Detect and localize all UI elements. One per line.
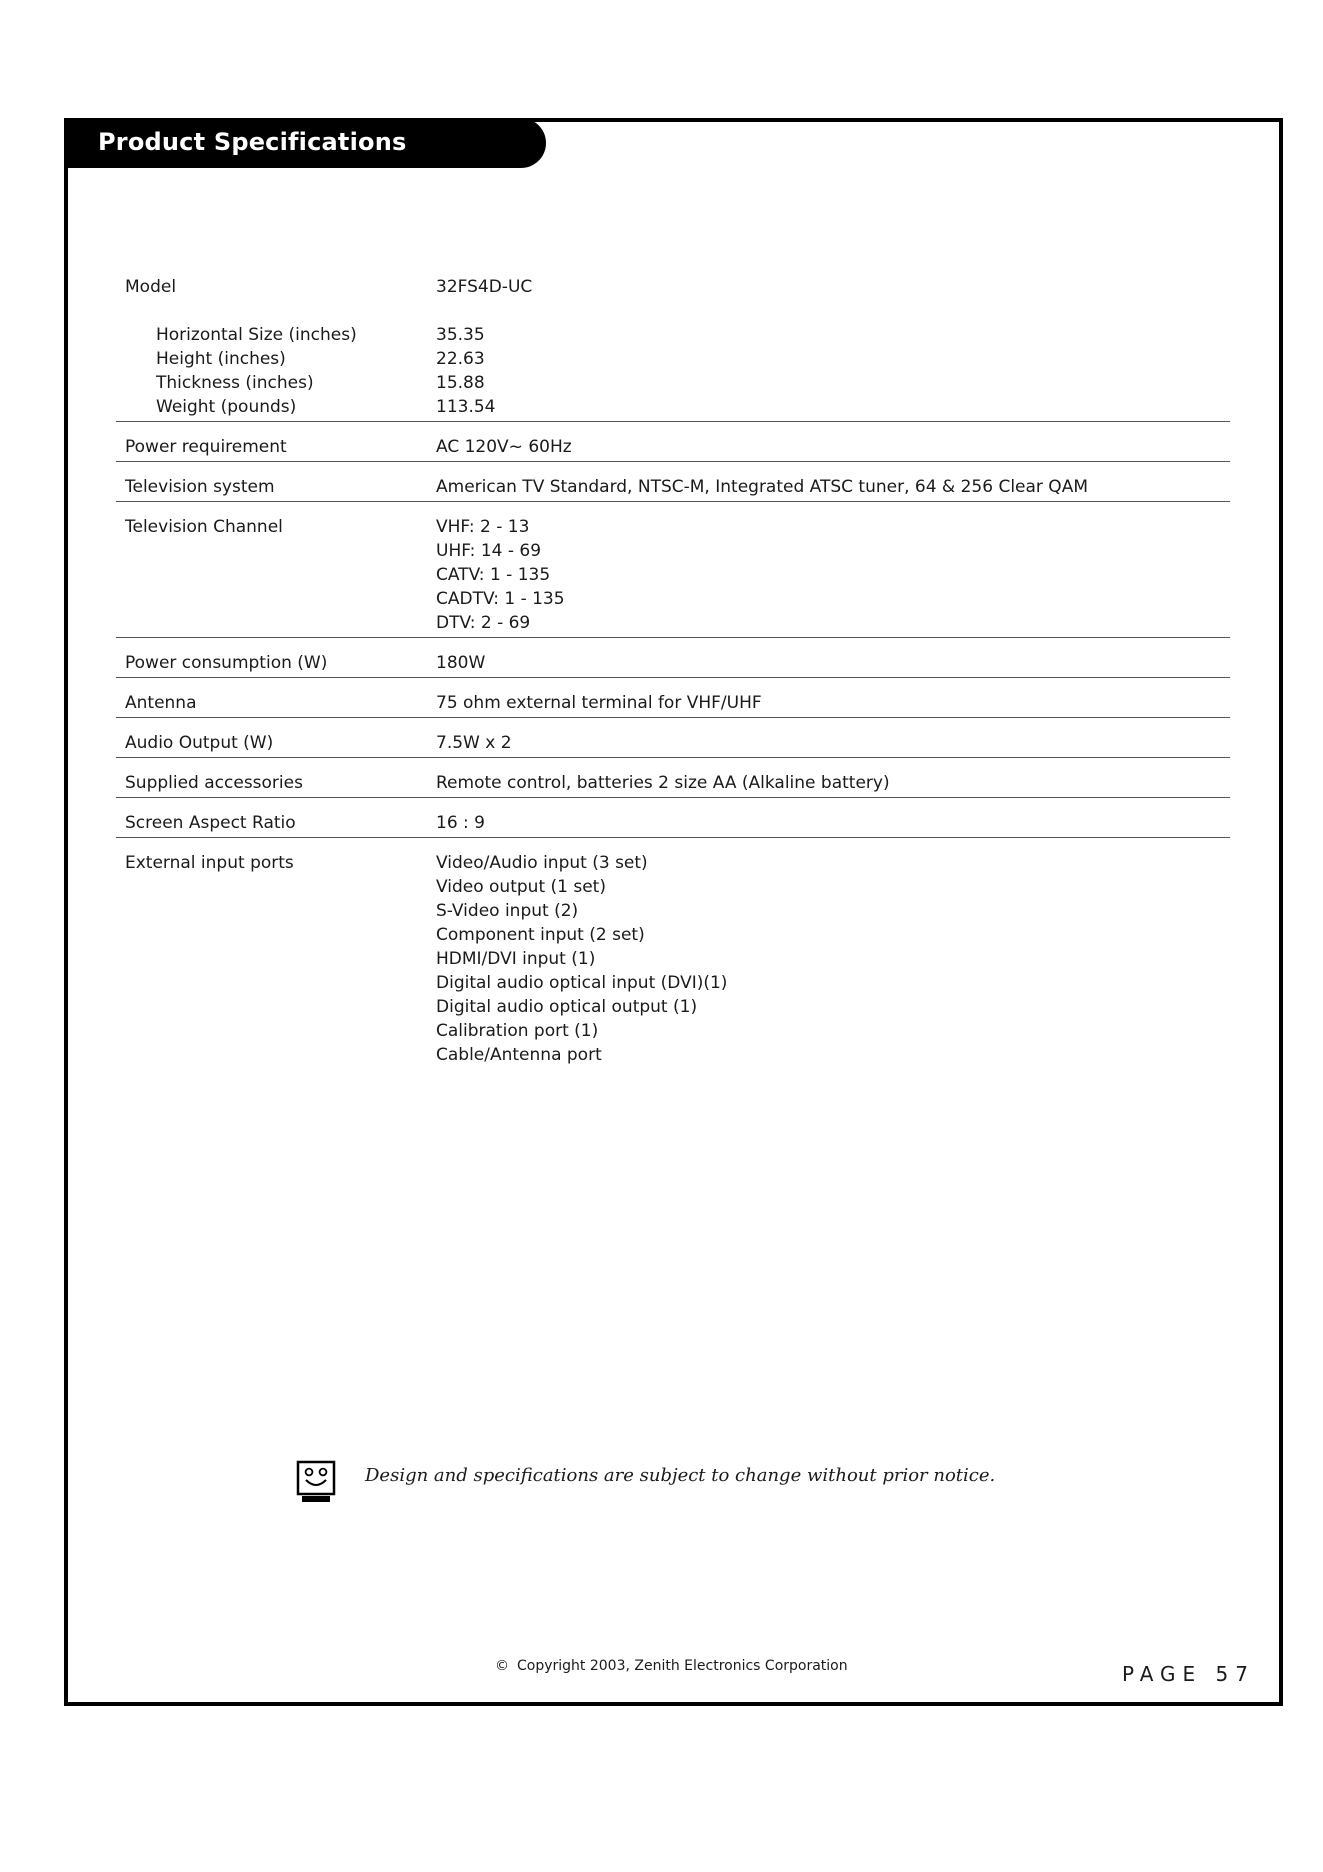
input-port-item: HDMI/DVI input (1) [436, 949, 596, 969]
channel-item: DTV: 2 - 69 [436, 613, 531, 633]
smiley-tv-icon [296, 1460, 336, 1504]
input-port-item: S-Video input (2) [436, 901, 579, 921]
spec-value: 16 : 9 [436, 813, 485, 833]
notice-text: Design and specifications are subject to change without prior notice. [365, 1465, 996, 1486]
spec-value: American TV Standard, NTSC-M, Integrated ATSC tuner, 64 & 256 Clear QAM [436, 477, 1088, 497]
spec-label: Supplied accessories [125, 773, 303, 793]
input-port-item: Cable/Antenna port [436, 1045, 602, 1065]
dimension-label: Height (inches) [156, 349, 286, 369]
channel-list [436, 515, 565, 635]
spec-row-supplied-accessories [116, 771, 1230, 798]
input-port-item: Digital audio optical input (DVI)(1) [436, 973, 728, 993]
spec-label: Power consumption (W) [125, 653, 328, 673]
copyright-symbol: © [495, 1658, 509, 1674]
spec-row-antenna [116, 691, 1230, 718]
copyright [495, 1658, 848, 1674]
dimension-value: 113.54 [436, 397, 496, 417]
spec-value: 75 ohm external terminal for VHF/UHF [436, 693, 762, 713]
spec-row-television-system [116, 475, 1230, 502]
input-port-item: Component input (2 set) [436, 925, 645, 945]
spec-value: 7.5W x 2 [436, 733, 512, 753]
spec-label: Antenna [125, 693, 197, 713]
dimension-value: 15.88 [436, 373, 485, 393]
spec-row-power-requirement [116, 435, 1230, 462]
input-port-item: Calibration port (1) [436, 1021, 599, 1041]
channel-item: UHF: 14 - 69 [436, 541, 542, 561]
channel-item: CATV: 1 - 135 [436, 565, 551, 585]
spec-value: 32FS4D-UC [436, 277, 533, 297]
spec-value: AC 120V~ 60Hz [436, 437, 572, 457]
dimension-label: Weight (pounds) [156, 397, 297, 417]
spec-row-screen-aspect-ratio [116, 811, 1230, 838]
page-number: PAGE 57 [1121, 1662, 1255, 1686]
input-port-item: Video output (1 set) [436, 877, 606, 897]
spec-label: Television Channel [125, 517, 283, 537]
spec-row-audio-output [116, 731, 1230, 758]
dimension-labels [156, 323, 357, 419]
spec-row-external-input-ports [116, 851, 1230, 1071]
spec-label: Television system [125, 477, 275, 497]
dimension-values [436, 323, 495, 419]
spec-label: External input ports [125, 853, 294, 873]
input-port-item: Digital audio optical output (1) [436, 997, 698, 1017]
spec-label: Screen Aspect Ratio [125, 813, 296, 833]
dimension-value: 22.63 [436, 349, 485, 369]
spec-value: Remote control, batteries 2 size AA (Alkaline battery) [436, 773, 890, 793]
spec-row-television-channel [116, 515, 1230, 638]
dimension-value: 35.35 [436, 325, 485, 345]
spec-label: Audio Output (W) [125, 733, 274, 753]
spec-row-model [116, 275, 1230, 422]
spec-value: 180W [436, 653, 486, 673]
channel-item: CADTV: 1 - 135 [436, 589, 565, 609]
input-port-list [436, 851, 727, 1067]
spec-label: Model [125, 277, 177, 297]
dimension-label: Horizontal Size (inches) [156, 325, 357, 345]
channel-item: VHF: 2 - 13 [436, 517, 530, 537]
spec-row-power-consumption [116, 651, 1230, 678]
copyright-text: Copyright 2003, Zenith Electronics Corporation [517, 1658, 848, 1674]
spec-label: Power requirement [125, 437, 287, 457]
input-port-item: Video/Audio input (3 set) [436, 853, 648, 873]
page-title: Product Specifications [98, 128, 407, 156]
dimension-label: Thickness (inches) [156, 373, 314, 393]
